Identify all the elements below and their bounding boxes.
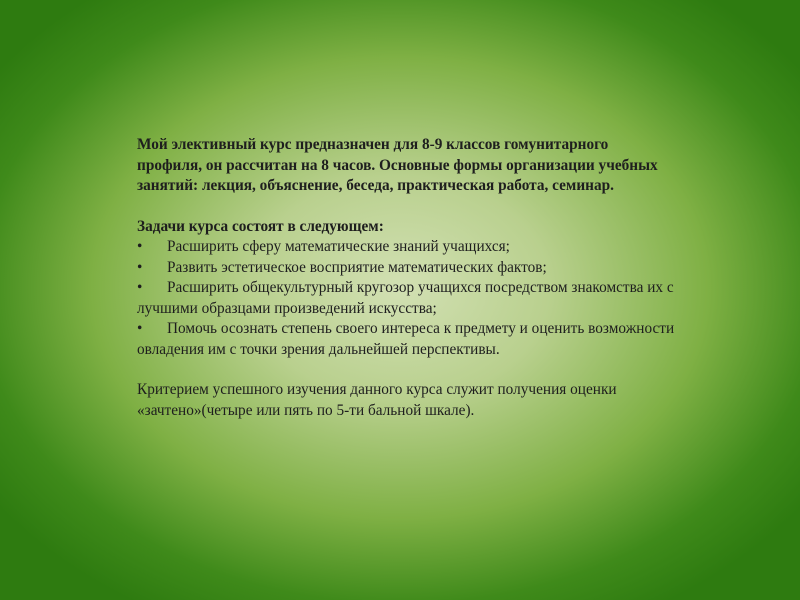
task-item <box>137 278 677 319</box>
task-item <box>137 258 677 279</box>
bullet-icon: • <box>137 320 143 337</box>
bullet-icon: • <box>137 238 143 255</box>
task-item <box>137 237 677 258</box>
tasks-list <box>137 237 677 360</box>
bullet-icon: • <box>137 258 143 276</box>
task-text: Расширить сферу математические знаний учащихся; <box>167 238 510 255</box>
course-intro-paragraph: Мой элективный курс предназначен для 8-9 классов гомунитарного профиля, он рассчитан на 8 часов. Основные формы организации учебных занятий: лекция, объяснение, беседа, практическая работа, семинар. <box>137 136 658 194</box>
bullet-icon: • <box>137 279 143 296</box>
slide-text-block <box>137 135 677 421</box>
task-text: Развить эстетическое восприятие математических фактов; <box>167 258 547 276</box>
task-text: Помочь осознать степень своего интереса к предмету и оценить возможности овладения им с точки зрения дальнейшей перспективы. <box>137 320 675 358</box>
task-item <box>137 319 677 360</box>
tasks-heading: Задачи курса состоят в следующем: <box>137 217 384 235</box>
task-text: Расширить общекультурный кругозор учащихся посредством знакомства их с лучшими образцами произведений искусства; <box>137 279 674 317</box>
success-criterion-paragraph: Критерием успешного изучения данного курса служит получения оценки «зачтено»(четыре или пять по 5-ти бальной шкале). <box>137 381 617 419</box>
